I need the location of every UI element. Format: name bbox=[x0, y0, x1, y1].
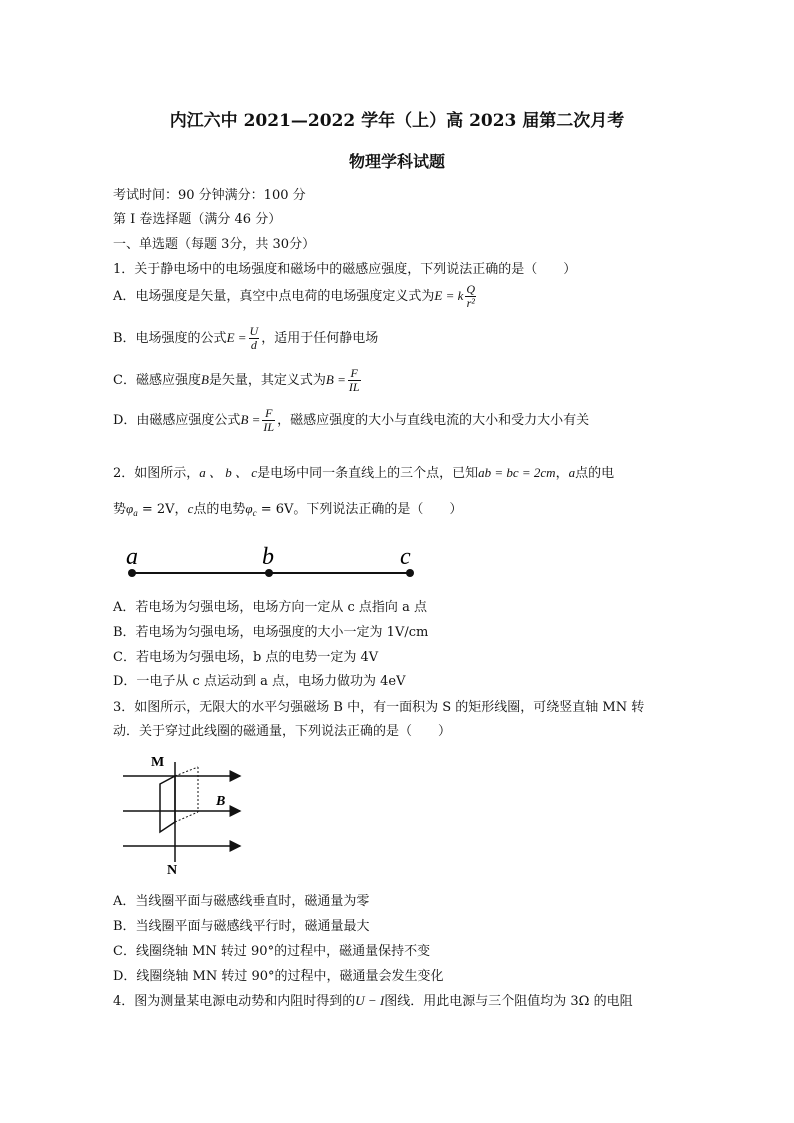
point-b-dot bbox=[265, 569, 273, 577]
coil-edge-bottom bbox=[175, 812, 198, 822]
q1-option-b: B．电场强度的公式E = $\frac{U}{d}$ ，适用于任何静电场 bbox=[113, 324, 379, 352]
q2-option-b: B．若电场为匀强电场，电场强度的大小一定为 1V/cm bbox=[113, 625, 429, 640]
q3-stem-line2: 动．关于穿过此线圈的磁通量，下列说法正确的是（ ） bbox=[113, 724, 452, 739]
point-c-dot bbox=[406, 569, 414, 577]
q2-option-d: D．一电子从 c 点运动到 a 点，电场力做功为 4eV bbox=[113, 674, 406, 689]
q3-option-b: B．当线圈平面与磁感线平行时，磁通量最大 bbox=[113, 919, 370, 934]
fraction: $\frac{Q}{\text{r²}}$ bbox=[466, 282, 476, 310]
subject-title: 物理学科试题 bbox=[348, 152, 445, 171]
segment-equation: ab = bc = 2cm bbox=[478, 465, 556, 480]
q2-points-figure bbox=[120, 540, 430, 585]
coil bbox=[160, 776, 175, 832]
label-b: B bbox=[216, 794, 226, 809]
coil-edge-top bbox=[175, 767, 198, 776]
q2-option-c: C．若电场为匀强电场，b 点的电势一定为 4V bbox=[113, 650, 379, 665]
point-c-label: c bbox=[400, 544, 411, 570]
q2-option-a: A．若电场为匀强电场，电场方向一定从 c 点指向 a 点 bbox=[113, 600, 427, 615]
q3-stem-line1: 3．如图所示，无限大的水平匀强磁场 B 中，有一面积为 S 的矩形线圈，可绕竖直轴 MN 转 bbox=[113, 700, 645, 715]
point-a-label: a bbox=[126, 544, 138, 570]
q3-option-a: A．当线圈平面与磁感线垂直时，磁通量为零 bbox=[113, 894, 370, 909]
q1-option-c: C．磁感应强度B是矢量，其定义式为B = $\frac{F}{IL}$ bbox=[113, 366, 360, 394]
fraction: $\frac{F}{IL}$ bbox=[263, 406, 275, 434]
q4-stem: 4．图为测量某电源电动势和内阻时得到的U − I图线．用此电源与三个阻值均为 3Ω 的电阻 bbox=[113, 993, 633, 1009]
label-n: N bbox=[167, 863, 178, 877]
formula: E = k bbox=[434, 288, 464, 303]
q1-option-d: D．由磁感应强度公式B = $\frac{F}{IL}$ ，磁感应强度的大小与直线电流的大小和受力大小有关 bbox=[113, 406, 590, 434]
q1-option-a: A．电场强度是矢量，真空中点电荷的电场强度定义式为E = k $\frac{Q}{\text{r²}}$ bbox=[113, 282, 476, 310]
q3-coil-figure bbox=[118, 752, 248, 877]
point-a-dot bbox=[128, 569, 136, 577]
exam-time: 考试时间：90 分钟满分：100 分 bbox=[113, 188, 306, 203]
q3-option-c: C．线圈绕轴 MN 转过 90°的过程中，磁通量保持不变 bbox=[113, 944, 431, 959]
volume-heading: 第 I 卷选择题（满分 46 分） bbox=[113, 212, 282, 227]
q2-stem-line1: 2．如图所示，a 、 b 、 c是电场中同一条直线上的三个点，已知ab = bc = 2cm，a点的电 bbox=[113, 465, 615, 481]
section-heading: 一、单选题（每题 3分，共 30分） bbox=[113, 237, 316, 252]
fraction: $\frac{U}{d}$ bbox=[249, 324, 259, 352]
exam-title: 内江六中 2021—2022 学年（上）高 2023 届第二次月考 bbox=[169, 111, 625, 131]
fraction: $\frac{F}{IL}$ bbox=[348, 366, 360, 394]
q1-stem: 1．关于静电场中的电场强度和磁场中的磁感应强度，下列说法正确的是（ ） bbox=[113, 262, 577, 277]
q3-option-d: D．线圈绕轴 MN 转过 90°的过程中，磁通量会发生变化 bbox=[113, 969, 444, 984]
point-b-label: b bbox=[262, 544, 274, 570]
ui-curve-label: U − I bbox=[355, 993, 385, 1008]
label-m: M bbox=[151, 755, 165, 770]
q2-stem-line2: 势$\varphi_a = 2V$，c点的电势$\varphi_c = 6V$。下列说法正确的是（ ） bbox=[113, 501, 463, 518]
